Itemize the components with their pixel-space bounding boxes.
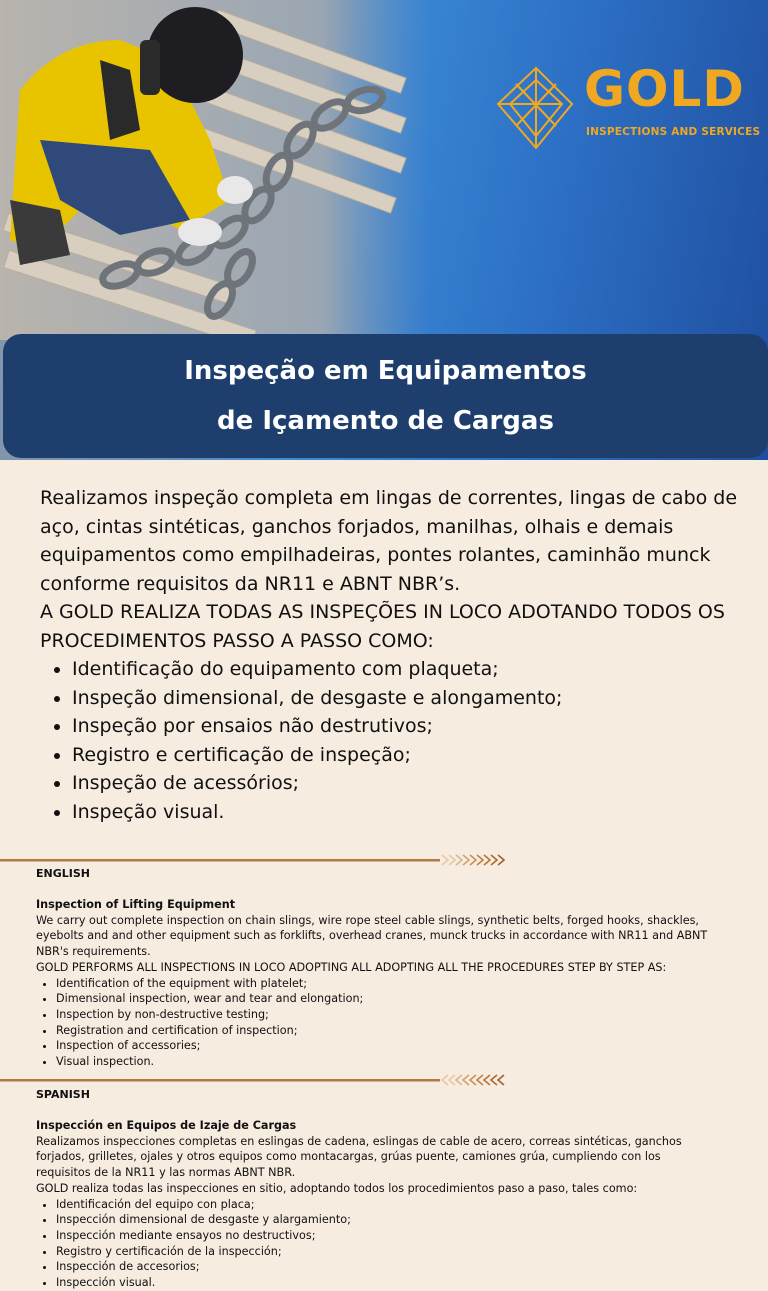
list-item: • Identification of the equipment with platelet; [56, 976, 716, 992]
brand-tagline: INSPECTIONS AND SERVICES [586, 126, 761, 138]
page-title-line-1: Inspeção em Equipamentos [184, 356, 587, 386]
list-item: • Identificación del equipo con placa; [56, 1197, 716, 1213]
spanish-statement: GOLD realiza todas las inspecciones en sitio, adoptando todos los procedimientos paso a paso, tales como: [36, 1181, 638, 1195]
english-list [36, 976, 716, 1070]
portuguese-statement: A GOLD REALIZA TODAS AS INSPEÇÕES IN LOCO ADOTANDO TODOS OS PROCEDIMENTOS PASSO A PASSO COMO: [40, 601, 725, 652]
spanish-section [36, 1118, 716, 1291]
gold-logo [496, 60, 761, 154]
list-item: • Identificação do equipamento com plaqueta; [72, 655, 740, 684]
spanish-heading: Inspección en Equipos de Izaje de Cargas [36, 1119, 297, 1132]
brand-name: GOLD [584, 60, 745, 118]
list-item: • Inspection by non-destructive testing; [56, 1007, 716, 1023]
list-item: • Inspeção dimensional, de desgaste e alongamento; [72, 684, 740, 713]
list-item: • Inspection of accessories; [56, 1038, 716, 1054]
list-item: • Registration and certification of inspection; [56, 1023, 716, 1039]
title-banner [3, 334, 768, 458]
list-item: • Inspeção visual. [72, 798, 740, 827]
list-item: • Visual inspection. [56, 1054, 716, 1070]
spanish-list [36, 1197, 716, 1291]
section-divider [0, 1072, 768, 1088]
list-item: • Dimensional inspection, wear and tear and elongation; [56, 991, 716, 1007]
portuguese-intro: Realizamos inspeção completa em lingas de correntes, lingas de cabo de aço, cintas sintéticas, ganchos forjados, manilhas, olhais e demais equipamentos como empilhadeiras, pontes rolantes, caminhão munck conforme requisitos da NR11 e ABNT NBR’s. [40, 487, 738, 595]
list-item: • Registro y certificación de la inspección; [56, 1244, 716, 1260]
list-item: • Inspección visual. [56, 1275, 716, 1291]
inspector-photo [0, 0, 430, 340]
english-statement: GOLD PERFORMS ALL INSPECTIONS IN LOCO ADOPTING ALL ADOPTING ALL THE PROCEDURES STEP BY STEP AS: [36, 960, 667, 974]
spanish-label: SPANISH [36, 1088, 90, 1101]
gold-logo-mark-icon [496, 64, 576, 150]
list-item: • Inspección de accesorios; [56, 1259, 716, 1275]
portuguese-list [40, 655, 740, 826]
english-heading: Inspection of Lifting Equipment [36, 898, 236, 911]
section-divider [0, 852, 768, 868]
list-item: • Inspeção de acessórios; [72, 769, 740, 798]
english-section [36, 897, 716, 1070]
portuguese-section [40, 484, 740, 826]
spanish-intro: Realizamos inspecciones completas en eslingas de cadena, eslingas de cable de acero, correas sintéticas, ganchos forjados, grilletes, ojales y otros equipos como montacargas, grúas puente, camiones grúa, cumpliendo con los requisitos de la NR11 y las normas ABNT NBR. [36, 1134, 682, 1180]
list-item: • Registro e certificação de inspeção; [72, 741, 740, 770]
english-intro: We carry out complete inspection on chain slings, wire rope steel cable slings, synthetic belts, forged hooks, shackles, eyebolts and and other equipment such as forklifts, overhead cranes, munck trucks in accordance with NR11 and ABNT NBR's requirements. [36, 913, 708, 959]
page-title-line-2: de Içamento de Cargas [217, 406, 554, 436]
list-item: • Inspección mediante ensayos no destructivos; [56, 1228, 716, 1244]
english-label: ENGLISH [36, 867, 90, 880]
list-item: • Inspeção por ensaios não destrutivos; [72, 712, 740, 741]
list-item: • Inspección dimensional de desgaste y alargamiento; [56, 1212, 716, 1228]
